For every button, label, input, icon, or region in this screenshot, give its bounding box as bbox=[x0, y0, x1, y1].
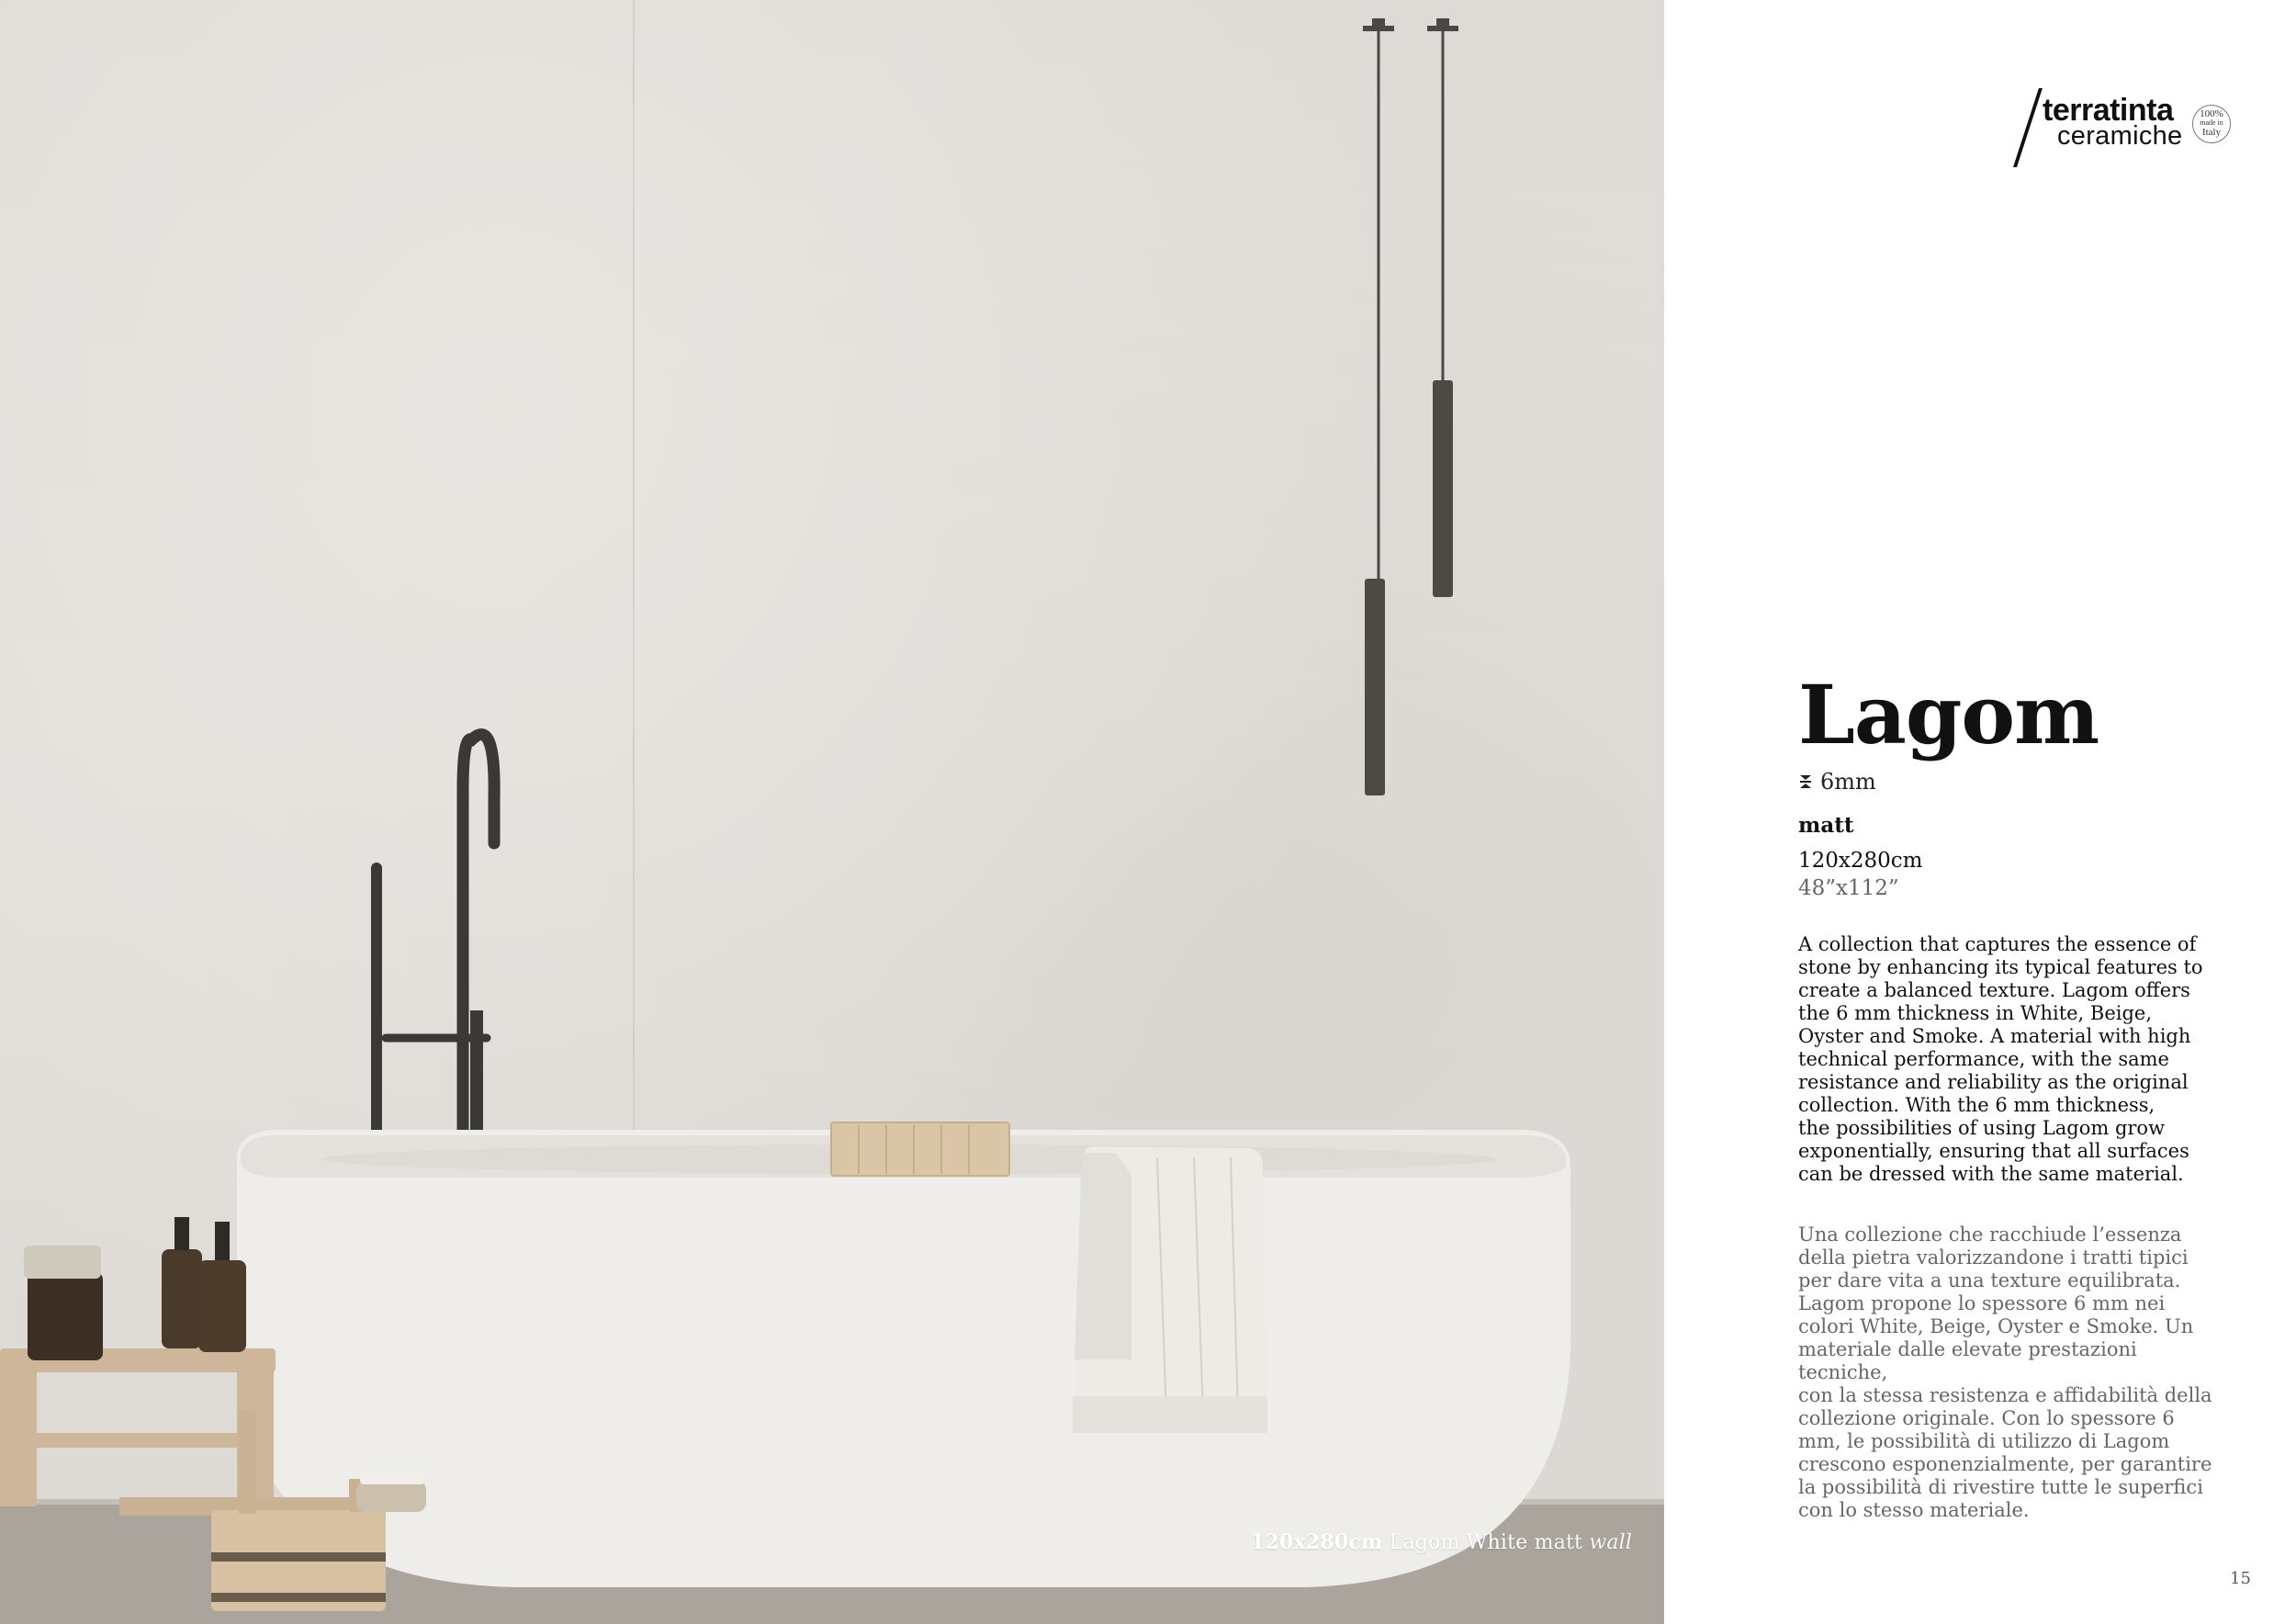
pendant-lamp-left bbox=[1363, 18, 1394, 795]
caption-finish: matt bbox=[1534, 1531, 1583, 1554]
photo-caption bbox=[1251, 1530, 1632, 1554]
finish-label: matt bbox=[1798, 813, 1854, 838]
pendant-lamp-right bbox=[1427, 18, 1458, 597]
size-metric: 120x280cm bbox=[1798, 849, 1923, 873]
made-in-italy-seal bbox=[2192, 105, 2231, 143]
soap-bottles bbox=[24, 1217, 246, 1360]
description-english: A collection that captures the essence of stone by enhancing its typical features to create a balanced texture. Lagom offers the 6 mm thickness in White, Beige, Oyster and Smoke. A material with high technical performance, with the same resistance and reliability as the original collection. With the 6 mm thickness, the possibilities of using Lagom grow exponentially, ensuring that all surfaces can be dressed with the same material. bbox=[1798, 933, 2203, 1185]
seal-bottom: Italy bbox=[2201, 127, 2222, 138]
caption-size: 120x280cm bbox=[1251, 1530, 1383, 1554]
seal-mid: made in bbox=[2200, 118, 2223, 127]
wooden-stool bbox=[0, 1348, 276, 1506]
caption-use: wall bbox=[1589, 1531, 1633, 1554]
size-imperial: 48”x112” bbox=[1798, 876, 1899, 900]
bathtub bbox=[237, 1130, 1570, 1587]
seal-top: 100% bbox=[2200, 108, 2223, 119]
thickness-icon bbox=[1798, 773, 1813, 790]
caption-product-name: Lagom White bbox=[1389, 1531, 1528, 1554]
brand-logo bbox=[2011, 85, 2241, 167]
product-title: Lagom bbox=[1798, 667, 2099, 762]
logo-brand-text: terratinta bbox=[2043, 93, 2174, 128]
towel bbox=[1073, 1146, 1267, 1433]
bath-faucet bbox=[377, 735, 500, 1144]
bath-tray bbox=[831, 1122, 1009, 1176]
thickness-value: 6mm bbox=[1820, 769, 1876, 795]
bath-brush bbox=[356, 1473, 426, 1512]
logo-slash bbox=[2013, 88, 2043, 167]
thickness-spec bbox=[1798, 768, 1876, 795]
description-italian: Una collezione che racchiude l’essenza della pietra valorizzandone i tratti tipici per dare vita a una texture equilibrata. Lagom propone lo spessore 6 mm nei colori White, Beige, Oyster e Smoke. Un materiale dalle elevate prestazioni tecniche, con la stessa resistenza e affidabilità della collezione originale. Con lo spessore 6 mm, le possibilità di utilizzo di Lagom crescono esponenzialmente, per garantire la possibilità di rivestire tutte le superfici con lo stesso materiale. bbox=[1798, 1224, 2212, 1521]
logo-sub-text: ceramiche bbox=[2057, 121, 2183, 151]
page-number: 15 bbox=[2230, 1569, 2251, 1588]
